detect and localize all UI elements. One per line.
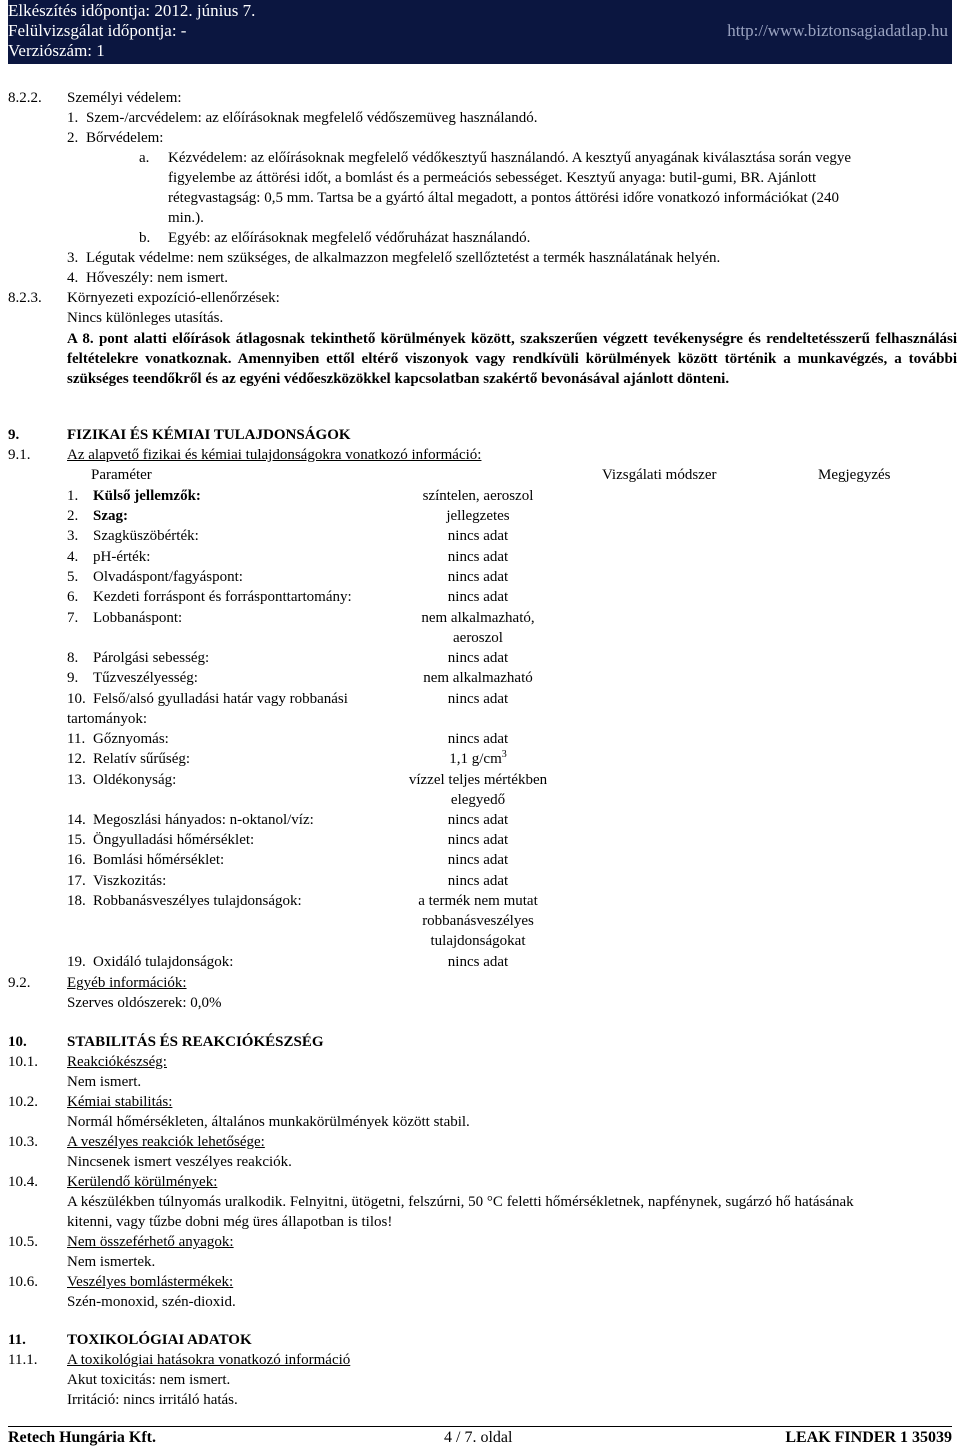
subsection-title: A veszélyes reakciók lehetősége: <box>67 1134 265 1150</box>
subsection-title: Egyéb információk: <box>67 975 187 991</box>
property-value <box>378 527 578 545</box>
property-value <box>378 831 578 849</box>
property-number: 17. <box>67 873 86 889</box>
subsection-number: 10.3. <box>8 1134 38 1150</box>
property-value <box>378 669 578 687</box>
section-text: Nincsenek ismert veszélyes reakciók. <box>67 1154 292 1170</box>
property-value: elegyedő <box>450 792 506 808</box>
section-text: Nincs különleges utasítás. <box>67 310 224 326</box>
property-name: Robbanásveszélyes tulajdonságok: <box>93 893 302 909</box>
property-name: Szag: <box>93 508 128 524</box>
property-value <box>378 487 578 505</box>
property-value-text: nincs adat <box>447 650 509 666</box>
section-text: Irritáció: nincs irritáló hatás. <box>67 1392 238 1408</box>
property-name: Felső/alsó gyulladási határ vagy robbanási <box>93 691 348 707</box>
subsection-title: Reakciókészség: <box>67 1054 167 1070</box>
property-value <box>378 771 578 789</box>
subsection-title: Kerülendő körülmények: <box>67 1174 218 1190</box>
hand-protection-line: min.). <box>168 210 204 226</box>
property-value-text: nincs adat <box>447 832 509 848</box>
property-name: Relatív sűrűség: <box>93 751 191 767</box>
property-value <box>378 730 578 748</box>
section-number: 10. <box>8 1034 27 1050</box>
property-number: 13. <box>67 772 86 788</box>
column-header-note: Megjegyzés <box>818 467 891 483</box>
list-number: 4. <box>67 270 79 286</box>
section-title: Környezeti expozíció-ellenőrzések: <box>67 290 280 306</box>
footer-company: Retech Hungária Kft. <box>8 1429 156 1446</box>
property-value <box>378 609 578 627</box>
property-name: Kezdeti forráspont és forrásponttartomány: <box>93 589 352 605</box>
property-number: 11. <box>67 731 86 747</box>
column-header-method: Vizsgálati módszer <box>602 467 717 483</box>
list-number: 1. <box>67 110 79 126</box>
property-value <box>378 568 578 586</box>
property-number: 9. <box>67 670 79 686</box>
property-name: Tűzveszélyesség: <box>93 670 198 686</box>
property-value: robbanásveszélyes <box>422 913 534 929</box>
header-created-date: Elkészítés időpontja: 2012. június 7. <box>8 1 256 20</box>
section-heading: TOXIKOLÓGIAI ADATOK <box>67 1332 252 1348</box>
section-number: 8.2.3. <box>8 290 42 306</box>
property-value-text: nem alkalmazható, <box>421 610 535 626</box>
hand-protection-line: figyelembe az áttörési időt, a bomlást és a permeációs sebességet. Kesztyű anyaga: butil-gumi, BR. Ajánlott <box>168 170 817 186</box>
header-bar <box>8 0 952 64</box>
section-text: Nem ismertek. <box>67 1254 156 1270</box>
property-number: 6. <box>67 589 79 605</box>
property-number: 12. <box>67 751 86 767</box>
property-name: Oxidáló tulajdonságok: <box>93 954 234 970</box>
section-text: Nem ismert. <box>67 1074 142 1090</box>
property-name: Bomlási hőmérséklet: <box>93 852 225 868</box>
section-text: Szerves oldószerek: 0,0% <box>67 995 222 1011</box>
property-name: Párolgási sebesség: <box>93 650 210 666</box>
property-name: pH-érték: <box>93 549 151 565</box>
skin-protection-title: Bőrvédelem: <box>86 130 164 146</box>
property-number: 8. <box>67 650 79 666</box>
property-value-text: nincs adat <box>447 873 509 889</box>
thermal-hazard-text: Hőveszély: nem ismert. <box>86 270 229 286</box>
section-heading: FIZIKAI ÉS KÉMIAI TULAJDONSÁGOK <box>67 427 351 443</box>
list-letter: b. <box>139 230 151 246</box>
property-value-text: 1,1 g/cm <box>449 751 502 767</box>
property-value: tulajdonságokat <box>430 933 526 949</box>
property-name: Öngyulladási hőmérséklet: <box>93 832 255 848</box>
property-value-text: nincs adat <box>447 731 509 747</box>
list-number: 3. <box>67 250 79 266</box>
property-value-text: a termék nem mutat <box>418 893 538 909</box>
property-value-text: színtelen, aeroszol <box>422 488 534 504</box>
footer-divider <box>8 1426 952 1427</box>
subsection-title: Veszélyes bomlástermékek: <box>67 1274 234 1290</box>
property-number: 1. <box>67 488 79 504</box>
section-text: Akut toxicitás: nem ismert. <box>67 1372 231 1388</box>
property-number: 15. <box>67 832 86 848</box>
property-value <box>378 548 578 566</box>
section-text: kitenni, vagy tűzbe dobni még üres állapotban is tilos! <box>67 1214 393 1230</box>
property-value <box>378 892 578 910</box>
property-value <box>378 750 578 768</box>
section-heading: STABILITÁS ÉS REAKCIÓKÉSZSÉG <box>67 1034 324 1050</box>
subsection-title: Kémiai stabilitás: <box>67 1094 173 1110</box>
section-number: 9. <box>8 427 20 443</box>
property-value <box>378 507 578 525</box>
property-value <box>378 690 578 708</box>
subsection-title: Az alapvető fizikai és kémiai tulajdonságokra vonatkozó információ: <box>67 447 482 463</box>
subsection-title: A toxikológiai hatásokra vonatkozó információ <box>67 1352 351 1368</box>
property-value <box>378 872 578 890</box>
section-number: 8.2.2. <box>8 90 42 106</box>
property-value-text: nem alkalmazható <box>423 670 533 686</box>
property-value <box>378 649 578 667</box>
section-text: Szén-monoxid, szén-dioxid. <box>67 1294 236 1310</box>
subsection-number: 10.2. <box>8 1094 38 1110</box>
property-name: Olvadáspont/fagyáspont: <box>93 569 243 585</box>
subsection-number: 10.6. <box>8 1274 38 1290</box>
subsection-number: 10.4. <box>8 1174 38 1190</box>
property-name: Megoszlási hányados: n-oktanol/víz: <box>93 812 314 828</box>
subsection-number: 10.1. <box>8 1054 38 1070</box>
property-number: 3. <box>67 528 79 544</box>
eye-protection-text: Szem-/arcvédelem: az előírásoknak megfelelő védőszemüveg használandó. <box>86 110 538 126</box>
property-value-text: nincs adat <box>447 954 509 970</box>
subsection-title: Nem összeférhető anyagok: <box>67 1234 234 1250</box>
property-value-text: nincs adat <box>447 549 509 565</box>
property-name: Lobbanáspont: <box>93 610 183 626</box>
section-title: Személyi védelem: <box>67 90 182 106</box>
property-number: 18. <box>67 893 86 909</box>
property-number: 16. <box>67 852 86 868</box>
header-url-link[interactable]: http://www.biztonsagiadatlap.hu <box>727 21 948 40</box>
property-number: 4. <box>67 549 79 565</box>
hand-protection-line: rétegvastagság: 0,5 mm. Tartsa be a gyártó által megadott, a pontos áttörési időre vonatkozó információkat (240 <box>168 190 839 206</box>
subsection-number: 9.1. <box>8 447 31 463</box>
property-number: 10. <box>67 691 86 707</box>
subsection-number: 9.2. <box>8 975 31 991</box>
section-text: Normál hőmérsékleten, általános munkakörülmények között stabil. <box>67 1114 470 1130</box>
property-name: Gőznyomás: <box>93 731 169 747</box>
header-review-date: Felülvizsgálat időpontja: - <box>8 21 187 40</box>
property-number: 14. <box>67 812 86 828</box>
property-value-text: nincs adat <box>447 589 509 605</box>
list-letter: a. <box>139 150 150 166</box>
list-number: 2. <box>67 130 79 146</box>
property-name: tartományok: <box>67 711 147 727</box>
section-text: A készülékben túlnyomás uralkodik. Felnyitni, ütögetni, felszúrni, 50 °C feletti hőmérsékletnek, napfénynek, sugárzó hő hatásának <box>67 1194 854 1210</box>
property-number: 7. <box>67 610 79 626</box>
bold-notice-paragraph: A 8. pont alatti előírások átlagosnak tekinthető körülmények között, szakszerűen végzett tevékenységre és rendeltetésszerű felhasználási feltételekre vonatkoznak. Amennyiben ettől eltérő viszonyok vagy rendkívüli körülmények között történik a munkavégzés, a további szükséges teendőkről és az egyéni védőeszközökkel kapcsolatban szakértő bevonásával ajánlott dönteni. <box>67 331 957 387</box>
footer-product: LEAK FINDER 1 35039 <box>785 1429 952 1446</box>
respiratory-protection-text: Légutak védelme: nem szükséges, de alkalmazzon megfelelő szellőztetést a termék használatának helyén. <box>86 250 721 266</box>
property-value: aeroszol <box>453 630 503 646</box>
header-version: Verziószám: 1 <box>8 41 105 60</box>
property-value-text: vízzel teljes mértékben <box>408 772 548 788</box>
property-value-text: nincs adat <box>447 812 509 828</box>
property-value-text: nincs adat <box>447 852 509 868</box>
property-value-text: nincs adat <box>447 528 509 544</box>
property-value-text: nincs adat <box>447 691 509 707</box>
subsection-number: 11.1. <box>8 1352 38 1368</box>
column-header-parameter: Paraméter <box>91 467 152 483</box>
property-name: Külső jellemzők: <box>93 488 201 504</box>
section-number: 11. <box>8 1332 26 1348</box>
footer-page-number: 4 / 7. oldal <box>444 1429 513 1446</box>
property-name: Szagküszöbérték: <box>93 528 199 544</box>
property-number: 2. <box>67 508 79 524</box>
property-value <box>378 588 578 606</box>
property-number: 19. <box>67 954 86 970</box>
property-name: Oldékonyság: <box>93 772 177 788</box>
property-name: Viszkozitás: <box>93 873 167 889</box>
property-value <box>378 851 578 869</box>
property-value-text: jellegzetes <box>446 508 510 524</box>
property-number: 5. <box>67 569 79 585</box>
superscript: 3 <box>501 749 507 760</box>
other-protection-text: Egyéb: az előírásoknak megfelelő védőruházat használandó. <box>168 230 531 246</box>
property-value <box>378 811 578 829</box>
property-value-text: nincs adat <box>447 569 509 585</box>
hand-protection-line: Kézvédelem: az előírásoknak megfelelő védőkesztyű használandó. A kesztyű anyagának kiválasztása során vegye <box>168 150 852 166</box>
subsection-number: 10.5. <box>8 1234 38 1250</box>
property-value <box>378 953 578 971</box>
